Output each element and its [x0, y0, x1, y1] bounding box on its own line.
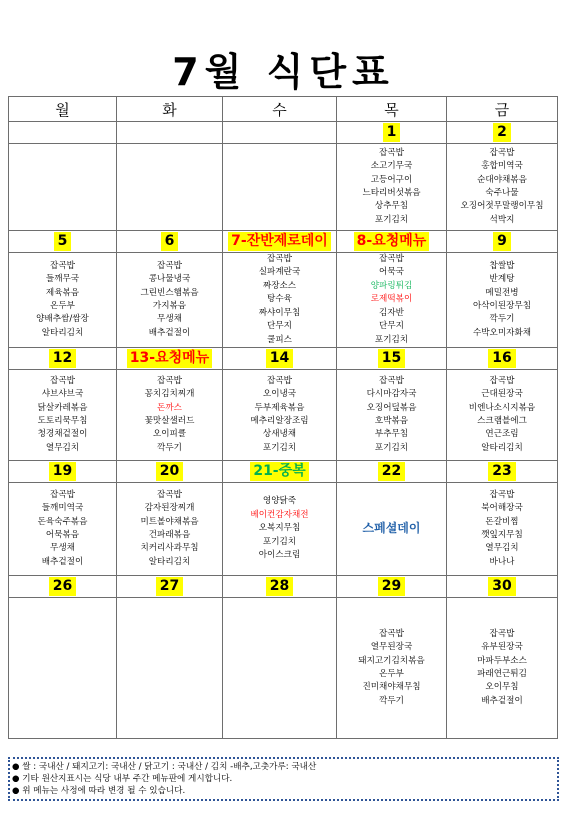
date-row [9, 348, 558, 370]
menu-item: 청경채겉절이 [37, 429, 88, 440]
date-cell [223, 231, 337, 253]
menu-item: 오이무침 [485, 682, 519, 693]
menu-item: 깍두기 [489, 314, 515, 325]
menu-cell [223, 370, 337, 461]
menu-item: 홍합미역국 [481, 161, 523, 172]
menu-item: 오징어덮볶음 [366, 402, 417, 413]
menu-item: 꽁치김치찌개 [144, 389, 195, 400]
menu-item: 잡곡밥 [50, 260, 75, 271]
menu-item: 치커리사과무침 [140, 543, 199, 554]
menu-item: 단무지 [379, 321, 404, 332]
menu-cell [447, 253, 558, 348]
menu-item: 그린빈스햄볶음 [140, 287, 199, 298]
menu-item: 다시마감자국 [366, 389, 417, 400]
menu-item: 닭살카레볶음 [37, 402, 88, 413]
menu-item: 들깨무국 [45, 274, 80, 285]
menu-item: 가지볶음 [152, 301, 187, 311]
menu-cell [117, 483, 223, 576]
date-number: 19 [49, 462, 76, 481]
menu-item: 아이스크림 [258, 550, 301, 561]
menu-item: 포기김치 [374, 334, 409, 345]
menu-item: 숙주나물 [485, 188, 519, 198]
menu-item: 쿨피스 [267, 334, 292, 345]
menu-item: 들깨미역국 [41, 503, 84, 514]
weekday-tue: 화 [117, 97, 223, 122]
menu-item: 포기김치 [262, 442, 297, 453]
menu-item: 스크램블에그 [477, 416, 527, 426]
menu-cell [223, 144, 337, 231]
menu-item: 실파계란국 [258, 267, 301, 278]
menu-item: 메추리알장조림 [250, 416, 309, 426]
menu-item: 알타리김치 [481, 442, 523, 453]
menu-item: 도토리묵무침 [37, 416, 88, 426]
menu-item: 잡곡밥 [489, 628, 515, 639]
menu-item: 어묵국 [379, 267, 404, 278]
menu-item: 느타리버섯볶음 [362, 188, 421, 198]
menu-item: 아삭이된장무침 [472, 301, 532, 311]
menu-item: 무생채 [157, 314, 182, 325]
menu-item: 양배추쌈/쌈장 [36, 314, 89, 325]
menu-cell [117, 253, 223, 348]
event-label: 8-요청메뉴 [354, 232, 430, 251]
weekday-fri: 금 [447, 97, 558, 122]
date-cell [223, 348, 337, 370]
event-label: 21-중복 [250, 462, 308, 481]
menu-item: 상새냉채 [262, 429, 297, 440]
menu-cell [117, 370, 223, 461]
date-number: 6 [161, 232, 179, 251]
date-cell [223, 122, 337, 144]
date-number: 5 [54, 232, 72, 251]
menu-item: 포기김치 [262, 536, 297, 547]
date-number: 15 [378, 349, 405, 368]
date-row [9, 231, 558, 253]
menu-item: 포기김치 [374, 214, 409, 225]
menu-row [9, 370, 558, 461]
menu-item: 잡곡밥 [157, 260, 182, 271]
note-origin: ● 쌀 : 국내산 / 돼지고기: 국내산 / 닭고기 : 국내산 / 김치 -배추,고춧가루: 국내산 [12, 762, 317, 772]
menu-item: 열무김치 [485, 543, 519, 554]
menu-item: 오이피클 [152, 429, 187, 440]
menu-item: 알타리김치 [148, 556, 191, 567]
date-cell [9, 576, 117, 598]
menu-cell [337, 598, 447, 739]
date-cell [117, 461, 223, 483]
menu-item: 잡곡밥 [379, 254, 404, 265]
date-number: 27 [156, 577, 183, 596]
event-label: 13-요청메뉴 [127, 349, 212, 368]
menu-item: 깻잎지무침 [481, 530, 523, 540]
menu-item: 돼지고기김치볶음 [358, 655, 425, 666]
date-number: 9 [493, 232, 511, 251]
menu-item: 영양닭죽 [262, 496, 297, 507]
date-cell [337, 348, 447, 370]
special-day-label: 스페셜데이 [362, 521, 421, 536]
menu-cell [9, 144, 117, 231]
menu-item: 잡곡밥 [489, 489, 515, 500]
menu-item: 배추겉절이 [148, 327, 191, 338]
menu-item: 소고기무국 [370, 161, 413, 172]
menu-item: 감자된장찌개 [144, 503, 195, 514]
menu-item: 고등어구이 [370, 174, 413, 185]
menu-cell [447, 598, 558, 739]
menu-item: 수박오미자화채 [472, 327, 532, 338]
note-change: ● 위 메뉴는 사정에 따라 변경 될 수 있습니다. [12, 786, 186, 796]
date-cell [337, 461, 447, 483]
menu-item: 배추겉절이 [41, 556, 84, 567]
menu-item: 파래연근튀김 [477, 669, 527, 679]
menu-item: 잡곡밥 [379, 147, 404, 158]
menu-item: 돈까스 [157, 402, 182, 413]
menu-item: 진미채야채무침 [362, 682, 421, 693]
page-title: 7월 식단표 [172, 50, 395, 94]
menu-item: 돈육숙주볶음 [37, 516, 88, 527]
menu-cell [9, 253, 117, 348]
menu-item: 순대야채볶음 [477, 174, 527, 185]
menu-cell [447, 370, 558, 461]
date-number: 30 [488, 577, 515, 596]
menu-item: 로제떡볶이 [370, 294, 413, 305]
menu-item: 마파두부소스 [477, 655, 527, 666]
menu-item: 양파링튀김 [370, 280, 413, 291]
menu-cell [223, 598, 337, 739]
menu-item: 깍두기 [157, 442, 182, 453]
menu-cell [9, 598, 117, 739]
date-cell [337, 122, 447, 144]
date-number: 29 [378, 577, 405, 596]
menu-row [9, 144, 558, 231]
date-number: 26 [49, 577, 76, 596]
date-number: 23 [488, 462, 515, 481]
date-cell [117, 348, 223, 370]
menu-cell [447, 144, 558, 231]
date-row [9, 461, 558, 483]
menu-item: 온두부 [379, 669, 404, 679]
weekday-wed: 수 [223, 97, 337, 122]
date-cell [223, 461, 337, 483]
date-row [9, 122, 558, 144]
menu-cell [337, 253, 447, 348]
menu-item: 미트볼야채볶음 [140, 516, 199, 527]
menu-item: 샤브샤브국 [41, 389, 84, 400]
menu-cell [337, 483, 447, 576]
event-label: 7-잔반제로데이 [228, 232, 331, 251]
menu-item: 오징어젓무말랭이무침 [460, 201, 544, 212]
menu-item: 잡곡밥 [157, 375, 182, 386]
menu-cell [117, 598, 223, 739]
menu-item: 부추무침 [374, 429, 409, 440]
menu-item: 잡곡밥 [379, 628, 404, 639]
note-other-origin: ● 기타 원산지표시는 식당 내부 주간 메뉴판에 게시합니다. [12, 774, 233, 784]
date-number: 1 [383, 123, 401, 142]
date-cell [117, 122, 223, 144]
menu-item: 오복지무침 [258, 523, 301, 534]
menu-cell [223, 253, 337, 348]
menu-item: 연근조림 [485, 429, 519, 440]
menu-item: 두부제육볶음 [254, 402, 305, 413]
menu-item: 근대된장국 [481, 389, 523, 400]
menu-item: 열무김치 [45, 442, 80, 453]
menu-item: 꽃맛살샐러드 [144, 416, 195, 426]
menu-item: 배추겉절이 [481, 695, 523, 706]
menu-item: 석박지 [489, 214, 515, 225]
date-cell [9, 348, 117, 370]
menu-cell [117, 144, 223, 231]
date-cell [223, 576, 337, 598]
date-cell [9, 231, 117, 253]
menu-calendar [8, 96, 558, 739]
date-number: 16 [488, 349, 515, 368]
menu-item: 잡곡밥 [157, 489, 182, 500]
menu-row [9, 483, 558, 576]
date-cell [447, 461, 558, 483]
date-row [9, 576, 558, 598]
menu-cell [337, 370, 447, 461]
date-number: 12 [49, 349, 76, 368]
date-cell [447, 348, 558, 370]
menu-item: 돈갈비찜 [485, 516, 519, 527]
menu-item: 바나나 [489, 556, 515, 567]
menu-item: 무생채 [50, 543, 75, 554]
date-cell [117, 576, 223, 598]
menu-item: 찹쌀밥 [489, 260, 515, 271]
menu-cell [223, 483, 337, 576]
date-cell [9, 122, 117, 144]
menu-item: 깍두기 [379, 695, 404, 706]
menu-item: 탕수육 [267, 294, 292, 305]
menu-item: 북어해장국 [481, 503, 523, 514]
menu-cell [9, 483, 117, 576]
date-cell [117, 231, 223, 253]
date-number: 22 [378, 462, 405, 481]
menu-item: 반계탕 [489, 274, 515, 285]
date-cell [9, 461, 117, 483]
weekday-header-row [9, 97, 558, 122]
menu-item: 잡곡밥 [489, 147, 515, 158]
weekday-thu: 목 [337, 97, 447, 122]
date-number: 2 [493, 123, 511, 142]
date-number: 20 [156, 462, 183, 481]
menu-item: 제육볶음 [45, 287, 80, 298]
menu-item: 건파래볶음 [148, 530, 191, 540]
menu-item: 상추무침 [374, 201, 409, 212]
menu-item: 잡곡밥 [489, 375, 515, 386]
menu-item: 어묵볶음 [45, 530, 80, 540]
menu-item: 열무된장국 [370, 642, 413, 653]
menu-item: 유부된장국 [481, 642, 523, 653]
menu-cell [9, 370, 117, 461]
date-number: 28 [266, 577, 293, 596]
date-cell [337, 576, 447, 598]
menu-row [9, 598, 558, 739]
menu-item: 오이냉국 [262, 389, 297, 400]
menu-item: 비엔나소시지볶음 [468, 402, 536, 413]
menu-item: 잡곡밥 [267, 375, 292, 386]
menu-item: 베이컨감자채전 [250, 509, 309, 520]
menu-item: 잡곡밥 [50, 489, 75, 500]
date-cell [447, 231, 558, 253]
menu-item: 콩나물냉국 [148, 274, 191, 285]
menu-item: 메밀전병 [485, 287, 519, 298]
menu-item: 짜샤이무침 [258, 307, 301, 318]
date-cell [337, 231, 447, 253]
menu-cell [447, 483, 558, 576]
menu-item: 김자반 [379, 307, 404, 318]
notes-box [8, 757, 559, 801]
menu-item: 단무지 [267, 321, 292, 332]
menu-item: 호박볶음 [374, 416, 409, 426]
menu-item: 포기김치 [374, 442, 409, 453]
menu-item: 잡곡밥 [50, 375, 75, 386]
menu-item: 알타리김치 [41, 327, 84, 338]
menu-item: 잡곡밥 [267, 254, 292, 265]
weekday-mon: 월 [9, 97, 117, 122]
date-cell [447, 576, 558, 598]
date-number: 14 [266, 349, 293, 368]
menu-cell [337, 144, 447, 231]
date-cell [447, 122, 558, 144]
menu-row [9, 253, 558, 348]
menu-item: 온두부 [50, 301, 75, 311]
menu-item: 짜장소스 [262, 280, 297, 291]
menu-item: 잡곡밥 [379, 375, 404, 386]
